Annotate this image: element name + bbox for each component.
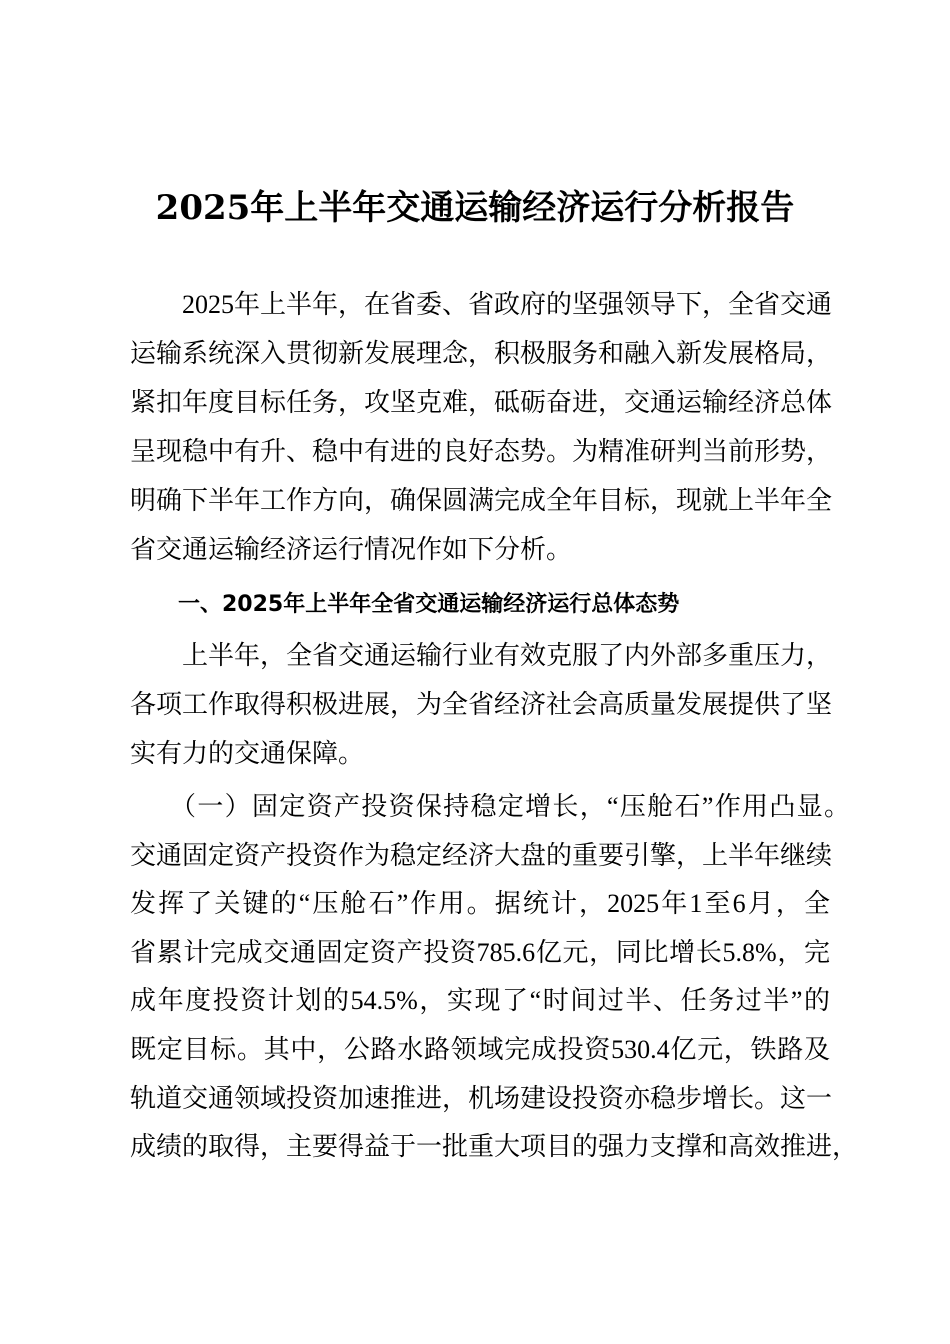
text-line: 运输系统深入贯彻新发展理念，积极服务和融入新发展格局， xyxy=(130,339,833,368)
text-line: 既定目标。其中，公路水路领域完成投资530.4亿元，铁路及 xyxy=(130,1035,830,1064)
text-line: 紧扣年度目标任务，攻坚克难，砥砺奋进，交通运输经济总体 xyxy=(130,388,833,417)
text-line: 2025年上半年，在省委、省政府的坚强领导下，全省交通 xyxy=(182,290,833,319)
text-line: 呈现稳中有升、稳中有进的良好态势。为精准研判当前形势， xyxy=(130,437,833,466)
section-heading: 一、2025年上半年全省交通运输经济运行总体态势 xyxy=(178,592,680,617)
text-line: 成年度投资计划的54.5%，实现了“时间过半、任务过半”的 xyxy=(130,986,830,1015)
document-title: 2025年上半年交通运输经济运行分析报告 xyxy=(155,188,795,228)
text-line: 轨道交通领域投资加速推进，机场建设投资亦稳步增长。这一 xyxy=(130,1084,833,1113)
text-line: 明确下半年工作方向，确保圆满完成全年目标，现就上半年全 xyxy=(130,486,833,515)
text-line: 省交通运输经济运行情况作如下分析。 xyxy=(130,535,573,564)
text-line: 实有力的交通保障。 xyxy=(130,739,365,768)
text-line: 各项工作取得积极进展，为全省经济社会高质量发展提供了坚 xyxy=(130,690,833,719)
text-line: 交通固定资产投资作为稳定经济大盘的重要引擎，上半年继续 xyxy=(130,841,833,870)
text-line: 省累计完成交通固定资产投资785.6亿元，同比增长5.8%，完 xyxy=(130,938,830,967)
text-line: （一）固定资产投资保持稳定增长，“压舱石”作用凸显。 xyxy=(170,792,850,821)
text-line: 上半年，全省交通运输行业有效克服了内外部多重压力， xyxy=(182,641,833,670)
text-line: 成绩的取得，主要得益于一批重大项目的强力支撑和高效推进， xyxy=(130,1132,859,1161)
text-line: 发挥了关键的“压舱石”作用。据统计，2025年1至6月，全 xyxy=(130,889,830,918)
